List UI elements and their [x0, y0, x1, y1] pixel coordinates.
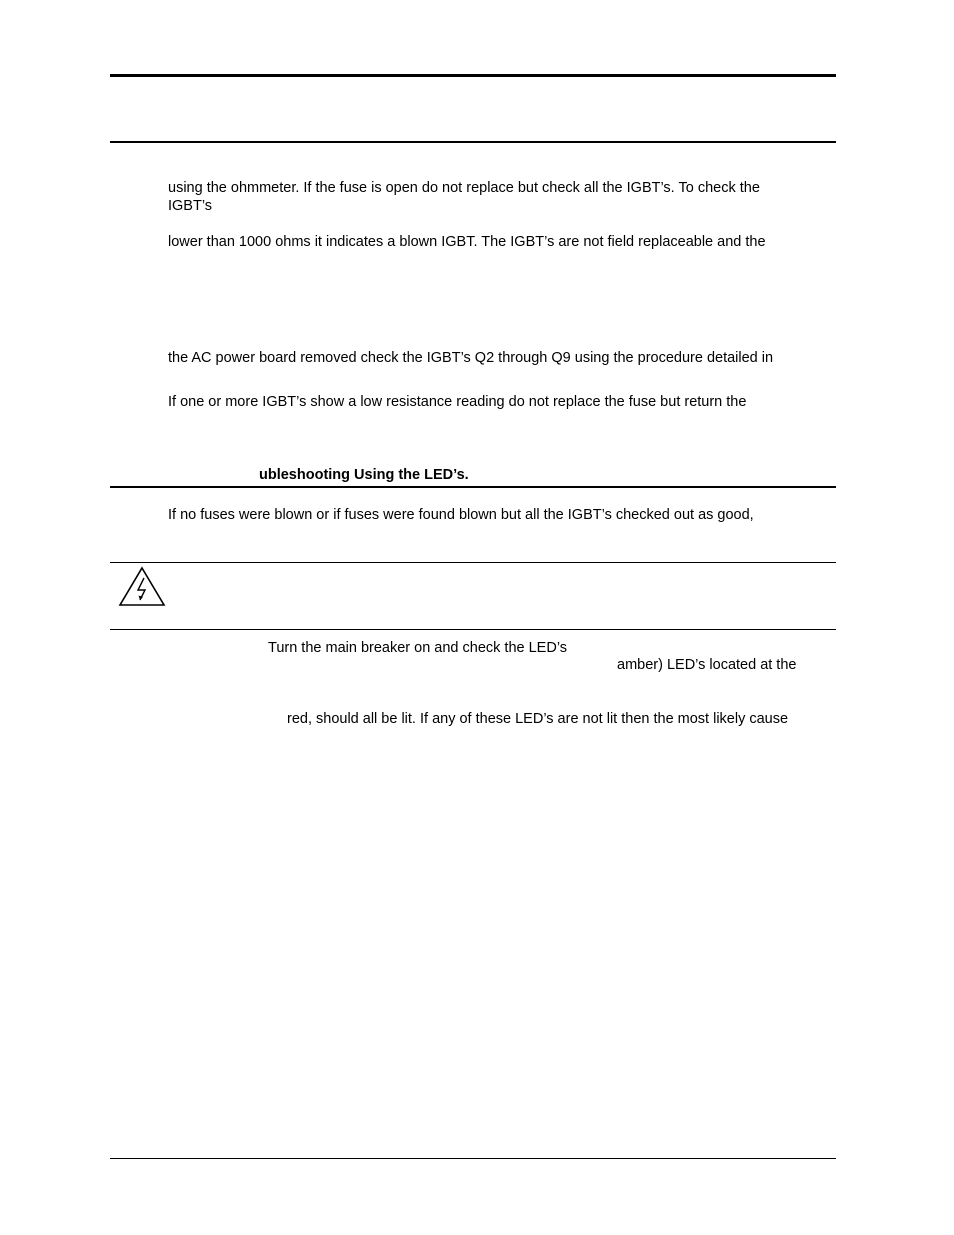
paragraph-low-resistance: If one or more IGBT’s show a low resistance reading do not replace the fuse but return the [168, 394, 747, 410]
paragraph-ac-power-board: the AC power board removed check the IGBT’s Q2 through Q9 using the procedure detailed in [168, 350, 774, 366]
warning-bottom-rule [110, 629, 836, 630]
step-breaker-on: Turn the main breaker on and check the LED’s [268, 640, 568, 656]
paragraph-fuse-check-line-1: using the ohmmeter. If the fuse is open do not replace but check all the IGBT’s. To check the [168, 180, 760, 196]
step-leds-lit: red, should all be lit. If any of these LED’s are not lit then the most likely cause [287, 711, 789, 727]
warning-top-rule [110, 562, 836, 563]
high-voltage-warning-icon [118, 566, 166, 608]
section-heading-led-troubleshooting: ubleshooting Using the LED’s. [259, 467, 469, 483]
header-top-rule [110, 74, 836, 77]
section-heading-rule [110, 486, 836, 488]
paragraph-blown-igbt: lower than 1000 ohms it indicates a blown IGBT. The IGBT’s are not field replaceable and the [168, 234, 766, 250]
step-amber-leds: amber) LED’s located at the [617, 657, 797, 673]
footer-rule [110, 1158, 836, 1159]
section-intro-text: If no fuses were blown or if fuses were found blown but all the IGBT’s checked out as good, [168, 507, 754, 523]
paragraph-fuse-check-line-2: IGBT’s [168, 198, 213, 214]
header-bottom-rule [110, 141, 836, 143]
